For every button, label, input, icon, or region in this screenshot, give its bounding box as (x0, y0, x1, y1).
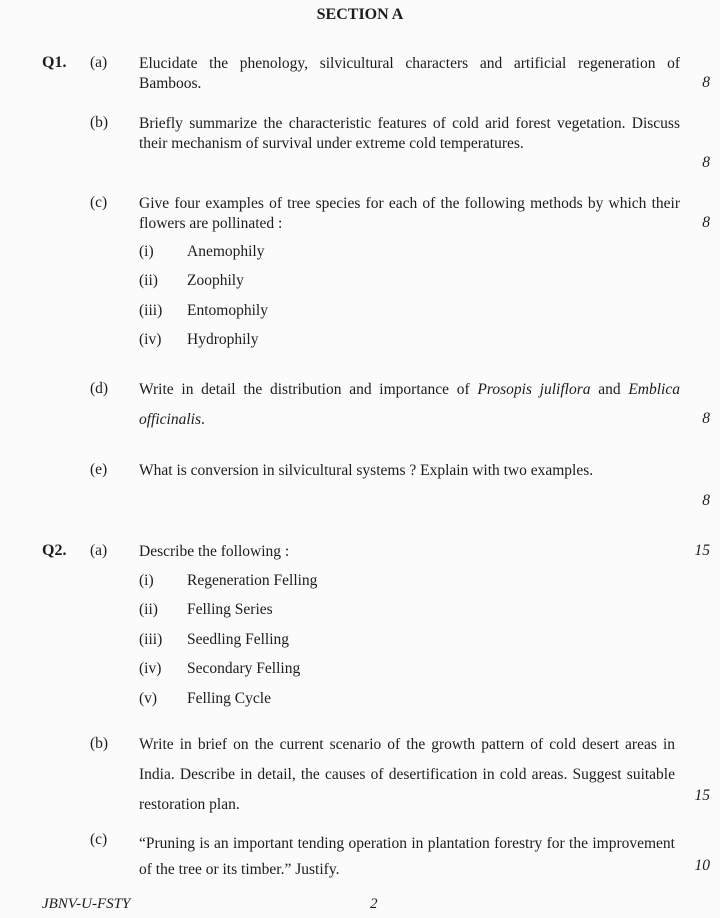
q2-part-b-label: (b) (90, 735, 109, 752)
list-item-label: Entomophily (187, 302, 268, 319)
q1-part-c-label: (c) (90, 194, 108, 211)
q2-part-b-text: Write in brief on the current scenario of the growth pattern of cold desert areas in India. Describe in detail, the causes of desertification in cold areas. Suggest suitable restoration plan. (139, 736, 675, 813)
species-name-emblica: Emblica officinalis (139, 381, 680, 428)
q1-part-a-label: (a) (90, 54, 108, 71)
list-item-label: Zoophily (187, 272, 244, 289)
q2-part-a-label: (a) (90, 542, 108, 559)
q1-part-e-text: What is conversion in silvicultural systems ? Explain with two examples. (139, 462, 594, 479)
list-item (139, 572, 317, 590)
list-item (139, 690, 271, 708)
list-item (139, 272, 244, 290)
list-item-label: Anemophily (187, 243, 265, 260)
species-name-prosopis: Prosopis juliflora (477, 381, 591, 398)
list-item (139, 302, 268, 320)
list-item-label: Hydrophily (187, 331, 259, 348)
section-title: SECTION A (316, 6, 404, 23)
q2-part-c-marks: 10 (694, 857, 710, 874)
list-item-number: (iv) (139, 660, 162, 677)
question-number-2: Q2. (42, 542, 67, 559)
q1-part-a-marks: 8 (702, 74, 710, 91)
list-item-number: (iii) (139, 302, 163, 319)
q1-part-c-text: Give four examples of tree species for each of the following methods by which their flowers are pollinated : (139, 195, 680, 232)
q1-part-e-label: (e) (90, 461, 108, 478)
q2-part-a-marks: 15 (694, 542, 710, 559)
list-item (139, 660, 300, 678)
list-item-label: Felling Cycle (187, 690, 271, 707)
list-item-number: (ii) (139, 272, 158, 289)
page-number: 2 (370, 896, 378, 912)
q1-part-a-text: Elucidate the phenology, silvicultural characters and artificial regeneration of Bamboos. (139, 55, 680, 92)
question-number-1: Q1. (42, 54, 67, 71)
q1-part-d-text-after: . (201, 411, 205, 428)
q1-part-d-text-mid: and (590, 381, 629, 398)
q1-part-e-marks: 8 (702, 492, 710, 509)
q2-part-c-label: (c) (90, 831, 108, 848)
list-item-number: (iii) (139, 631, 163, 648)
q2-part-b-marks: 15 (694, 787, 710, 804)
list-item-label: Felling Series (187, 601, 273, 618)
list-item-label: Secondary Felling (187, 660, 301, 677)
list-item (139, 243, 265, 261)
list-item (139, 631, 289, 649)
list-item (139, 331, 258, 349)
q2-part-a-text: Describe the following : (139, 543, 290, 560)
list-item (139, 601, 273, 619)
list-item-label: Regeneration Felling (187, 572, 318, 589)
list-item-number: (v) (139, 690, 158, 707)
list-item-number: (ii) (139, 601, 158, 618)
list-item-number: (i) (139, 572, 154, 589)
list-item-label: Seedling Felling (187, 631, 290, 648)
q2-part-c-text: “Pruning is an important tending operation in plantation forestry for the improvement of the tree or its timber.” Justify. (139, 835, 675, 878)
list-item-number: (iv) (139, 331, 162, 348)
q1-part-b-text: Briefly summarize the characteristic features of cold arid forest vegetation. Discuss their mechanism of survival under extreme cold temperatures. (139, 115, 680, 152)
paper-code: JBNV-U-FSTY (42, 896, 131, 912)
q1-part-c-marks: 8 (702, 214, 710, 231)
q1-part-b-marks: 8 (702, 154, 710, 171)
q1-part-d-label: (d) (90, 380, 109, 397)
q1-part-d-text-before: Write in detail the distribution and importance of (139, 381, 478, 398)
q1-part-d-text (139, 375, 680, 435)
q1-part-d-marks: 8 (702, 410, 710, 427)
q1-part-b-label: (b) (90, 114, 109, 131)
list-item-number: (i) (139, 243, 154, 260)
